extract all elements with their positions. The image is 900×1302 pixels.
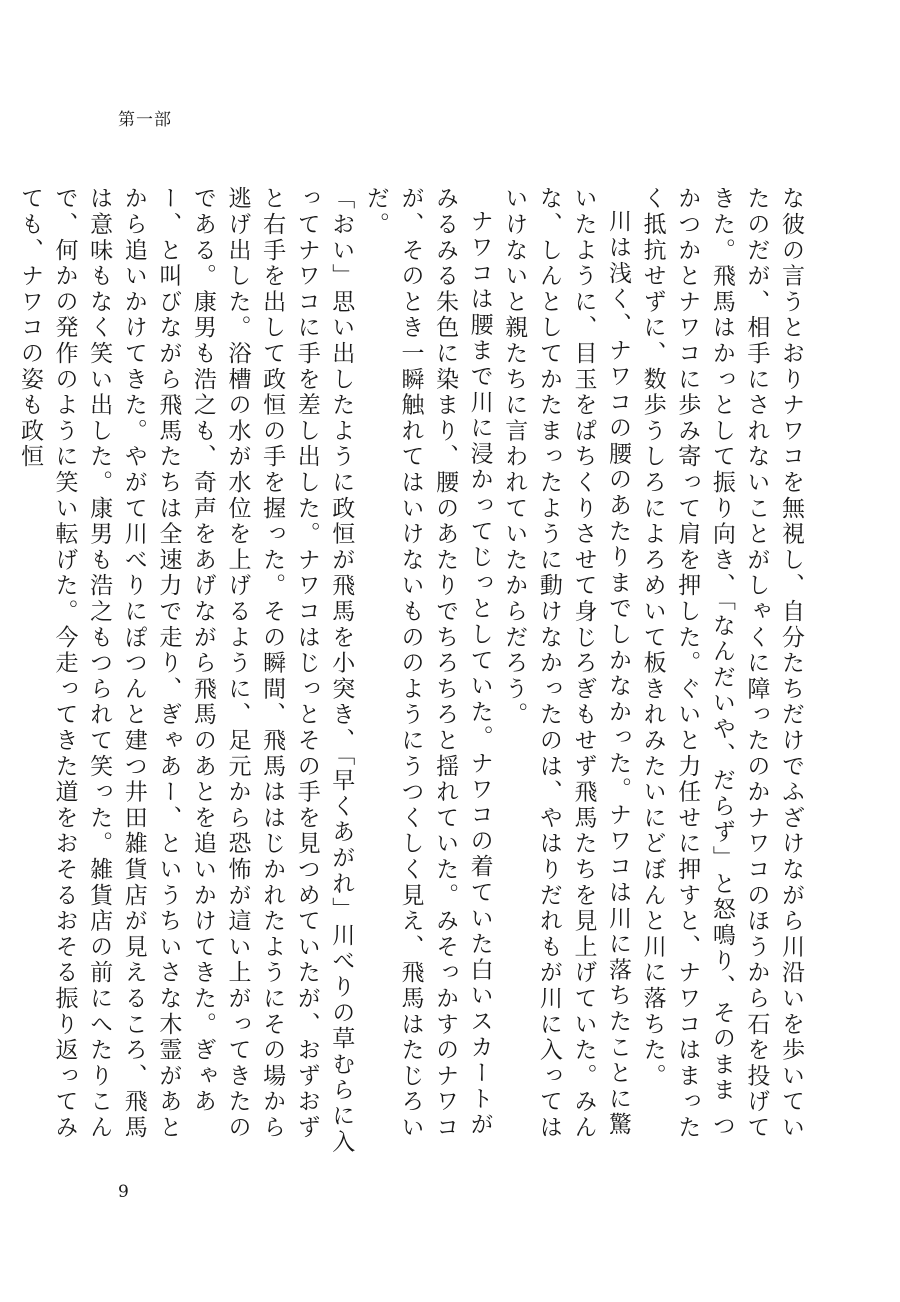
paragraph: な彼の言うとおりナワコを無視し、自分たちだけでふざけながら川沿いを歩いていたのだが、相手にされないことがしゃくに障ったのかナワコのほうから石を投げてきた。飛馬はかっとして振り向き、「なんだいや、だらず」と怒鳴り、そのまま つかつかとナワコに歩み寄って肩を押した。ぐいと力任せに押すと、ナワコはまったく抵抗せずに、数歩うしろによろめいて板きれみたいにどぼんと川に落ちた。	[639, 186, 804, 1141]
running-header: 第一部	[118, 110, 172, 130]
paragraph: 「おい」思い出したように政恒が飛馬を小突き、「早くあがれ」川べりの草むらに入ってナワコに手を差し出した。ナワコはじっとその手を見つめていたが、おずおずと右手を出して政恒の手を握った。その瞬間、飛馬ははじかれたようにその場から逃げ出した。浴槽の水が水位を上げるように、足元から恐怖が這い上がってきたのである。康男も浩之も、奇声をあげながら飛馬のあとを追いかけてきた。ぎゃあー、と叫びながら飛馬たちは全速力で走り、ぎゃあー、というちいさな木霊があとから追いかけてきた。やがて川べりにぽつんと建つ井田雑貨店が見えるころ、飛馬は意味もなく笑い出した。康男も浩之もつられて笑った。雑貨店の前にへたりこんで、何かの発作のように笑い転げた。今走ってきた道をおそるおそる振り返ってみても、ナワコの姿も政恒	[16, 186, 355, 1155]
page-number: 9	[118, 1182, 129, 1202]
vertical-body-text	[16, 186, 808, 1156]
paragraph: ナワコは腰まで川に浸かってじっとしていた。ナワコの着ていた白いスカートがみるみる朱色に染まり、腰のあたりでちろちろと揺れていた。みそっかすのナワコが、そのとき一瞬触れてはいけないもののようにうつくしく見え、飛馬はたじろいだ。	[362, 186, 493, 1141]
paragraph: 川は浅く、ナワコの腰のあたりまでしかなかった。ナワコは川に落ちたことに驚いたように、目玉をぱちくりさせて身じろぎもせず飛馬たちを見上げていた。みんな、しんとしてかたまったように動けなかったのは、やはりだれもが川に入ってはいけないと親たちに言われていたからだろう。	[501, 186, 632, 1141]
